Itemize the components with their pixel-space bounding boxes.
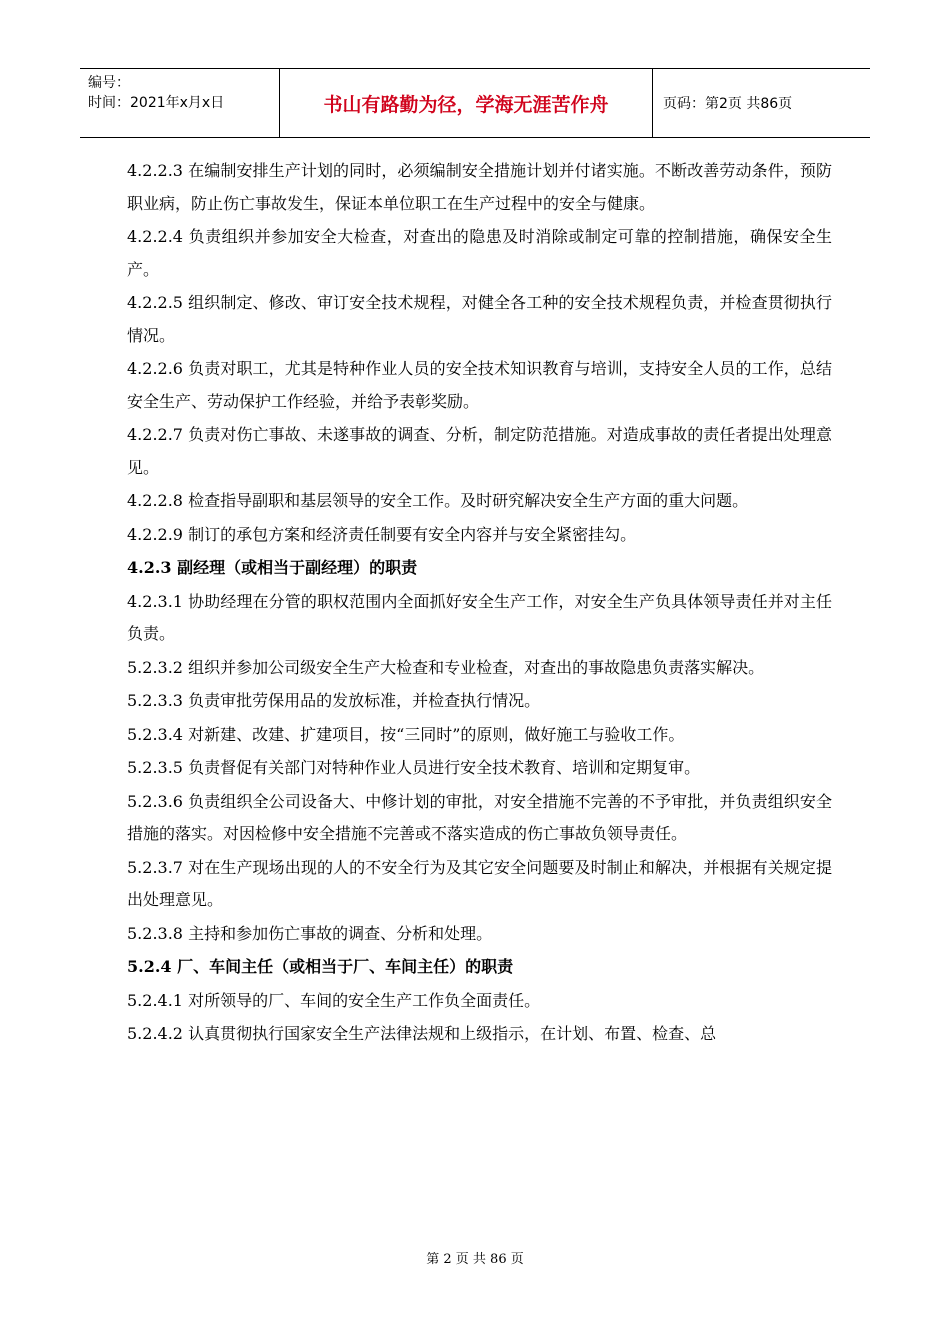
clause-paragraph: 5.2.3.4 对新建、改建、扩建项目，按“三同时”的原则，做好施工与验收工作。 [127,724,685,744]
section-heading: 4.2.3 副经理（或相当于副经理）的职责 [127,558,418,577]
clause-paragraph: 4.2.2.9 制订的承包方案和经济责任制要有安全内容并与安全紧密挂勾。 [127,524,637,544]
clause-paragraph: 4.2.2.7 负责对伤亡事故、未遂事故的调查、分析，制定防范措施。对造成事故的责任者提出处理意见。 [127,425,832,477]
page-header [80,68,870,138]
clause-paragraph: 4.2.2.5 组织制定、修改、审订安全技术规程，对健全各工种的安全技术规程负责，并检查贯彻执行情况。 [127,293,832,345]
clause-paragraph: 4.2.2.3 在编制安排生产计划的同时，必须编制安全措施计划并付诸实施。不断改善劳动条件，预防职业病，防止伤亡事故发生，保证本单位职工在生产过程中的安全与健康。 [127,161,832,213]
clause-paragraph: 5.2.3.6 负责组织全公司设备大、中修计划的审批，对安全措施不完善的不予审批，并负责组织安全措施的落实。对因检修中安全措施不完善或不落实造成的伤亡事故负领导责任。 [127,791,832,843]
section-heading: 5.2.4 厂、车间主任（或相当于厂、车间主任）的职责 [127,957,514,976]
document-body [127,155,832,1052]
clause-paragraph: 5.2.4.2 认真贯彻执行国家安全生产法律法规和上级指示，在计划、布置、检查、总 [127,1024,717,1043]
clause-paragraph: 4.2.2.8 检查指导副职和基层领导的安全工作。及时研究解决安全生产方面的重大问题。 [127,491,749,510]
document-time-label: 时间：2021年x月x日 [88,95,225,111]
document-number-label: 编号： [88,75,130,91]
header-meta [80,69,280,137]
header-motto: 书山有路勤为径，学海无涯苦作舟 [280,69,653,137]
page-footer: 第 2 页 共 86 页 [426,1252,524,1267]
clause-paragraph: 5.2.3.5 负责督促有关部门对特种作业人员进行安全技术教育、培训和定期复审。 [127,758,701,777]
clause-paragraph: 5.2.4.1 对所领导的厂、车间的安全生产工作负全面责任。 [127,990,541,1010]
clause-paragraph: 4.2.3.1 协助经理在分管的职权范围内全面抓好安全生产工作，对安全生产负具体领导责任并对主任负责。 [127,591,832,643]
clause-paragraph: 4.2.2.6 负责对职工，尤其是特种作业人员的安全技术知识教育与培训，支持安全人员的工作，总结安全生产、劳动保护工作经验，并给予表彰奖励。 [127,359,832,411]
header-page-info: 页码：第2页 共86页 [663,96,793,112]
clause-paragraph: 5.2.3.2 组织并参加公司级安全生产大检查和专业检查，对查出的事故隐患负责落实解决。 [127,657,765,677]
clause-paragraph: 5.2.3.3 负责审批劳保用品的发放标准，并检查执行情况。 [127,691,541,710]
clause-paragraph: 4.2.2.4 负责组织并参加安全大检查，对查出的隐患及时消除或制定可靠的控制措施，确保安全生产。 [127,227,832,279]
clause-paragraph: 5.2.3.7 对在生产现场出现的人的不安全行为及其它安全问题要及时制止和解决，并根据有关规定提出处理意见。 [127,857,832,909]
clause-paragraph: 5.2.3.8 主持和参加伤亡事故的调查、分析和处理。 [127,923,493,943]
